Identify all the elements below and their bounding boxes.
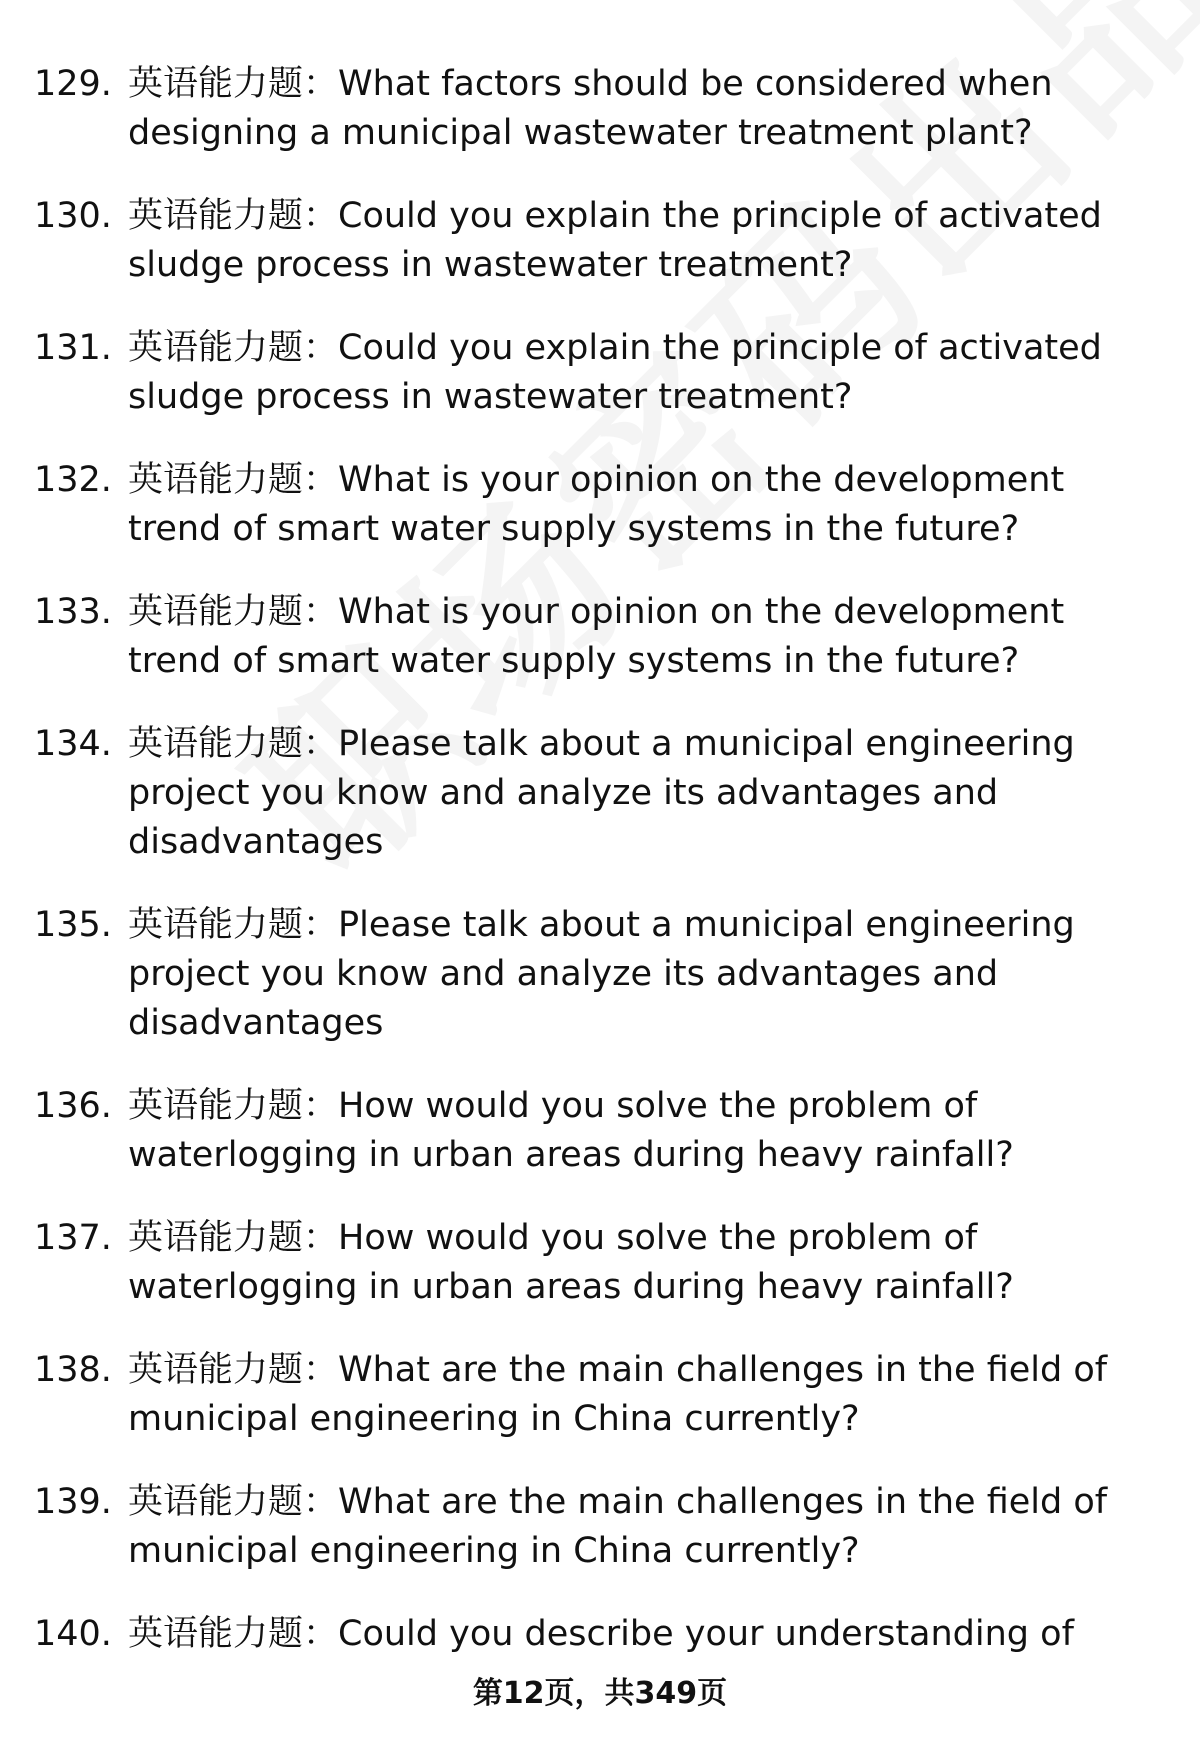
question-item xyxy=(0,456,1200,554)
question-text: What factors should be considered when designing a municipal wastewater treatment plant? xyxy=(128,64,1053,153)
question-tag: 英语能力题： xyxy=(128,592,339,632)
question-text: How would you solve the problem of waterlogging in urban areas during heavy rainfall? xyxy=(128,1218,1014,1307)
question-number: 136. xyxy=(34,1086,112,1126)
question-number: 138. xyxy=(34,1350,112,1390)
question-text: What are the main challenges in the field of municipal engineering in China currently? xyxy=(128,1482,1108,1571)
question-item xyxy=(0,60,1200,158)
question-number: 131. xyxy=(34,328,112,368)
question-item xyxy=(0,1082,1200,1180)
question-tag: 英语能力题： xyxy=(128,1086,339,1126)
question-text: What are the main challenges in the field of municipal engineering in China currently? xyxy=(128,1350,1108,1439)
question-item xyxy=(0,324,1200,422)
question-number: 137. xyxy=(34,1218,112,1258)
question-number: 132. xyxy=(34,460,112,500)
question-number: 130. xyxy=(34,196,112,236)
question-item xyxy=(0,901,1200,1048)
question-text: What is your opinion on the development trend of smart water supply systems in the future? xyxy=(128,592,1065,681)
question-tag: 英语能力题： xyxy=(128,460,339,500)
question-tag: 英语能力题： xyxy=(128,328,339,368)
question-tag: 英语能力题： xyxy=(128,1218,339,1258)
question-text: How would you solve the problem of waterlogging in urban areas during heavy rainfall? xyxy=(128,1086,1014,1175)
question-item xyxy=(0,1214,1200,1312)
question-text: Please talk about a municipal engineering project you know and analyze its advantages and disadvantages xyxy=(128,905,1075,1043)
question-tag: 英语能力题： xyxy=(128,64,339,104)
question-item xyxy=(0,1478,1200,1576)
question-number: 134. xyxy=(34,724,112,764)
question-item xyxy=(0,588,1200,686)
question-text: What is your opinion on the development trend of smart water supply systems in the future? xyxy=(128,460,1065,549)
question-item xyxy=(0,1346,1200,1444)
question-text: Could you explain the principle of activated sludge process in wastewater treatment? xyxy=(128,196,1102,285)
question-number: 129. xyxy=(34,64,112,104)
question-text: Please talk about a municipal engineering project you know and analyze its advantages and disadvantages xyxy=(128,724,1075,862)
question-list xyxy=(0,60,1200,1693)
question-tag: 英语能力题： xyxy=(128,196,339,236)
question-number: 135. xyxy=(34,905,112,945)
question-item xyxy=(0,192,1200,290)
question-text: Could you explain the principle of activated sludge process in wastewater treatment? xyxy=(128,328,1102,417)
question-tag: 英语能力题： xyxy=(128,724,339,764)
question-tag: 英语能力题： xyxy=(128,905,339,945)
question-item xyxy=(0,720,1200,867)
question-text: Could you describe your understanding of xyxy=(338,1614,1074,1654)
question-number: 140. xyxy=(34,1614,112,1654)
question-item xyxy=(0,1610,1200,1659)
question-tag: 英语能力题： xyxy=(128,1614,339,1654)
question-tag: 英语能力题： xyxy=(128,1482,339,1522)
question-number: 139. xyxy=(34,1482,112,1522)
question-tag: 英语能力题： xyxy=(128,1350,339,1390)
question-number: 133. xyxy=(34,592,112,632)
page-footer: 第12页，共349页 xyxy=(472,1676,728,1711)
